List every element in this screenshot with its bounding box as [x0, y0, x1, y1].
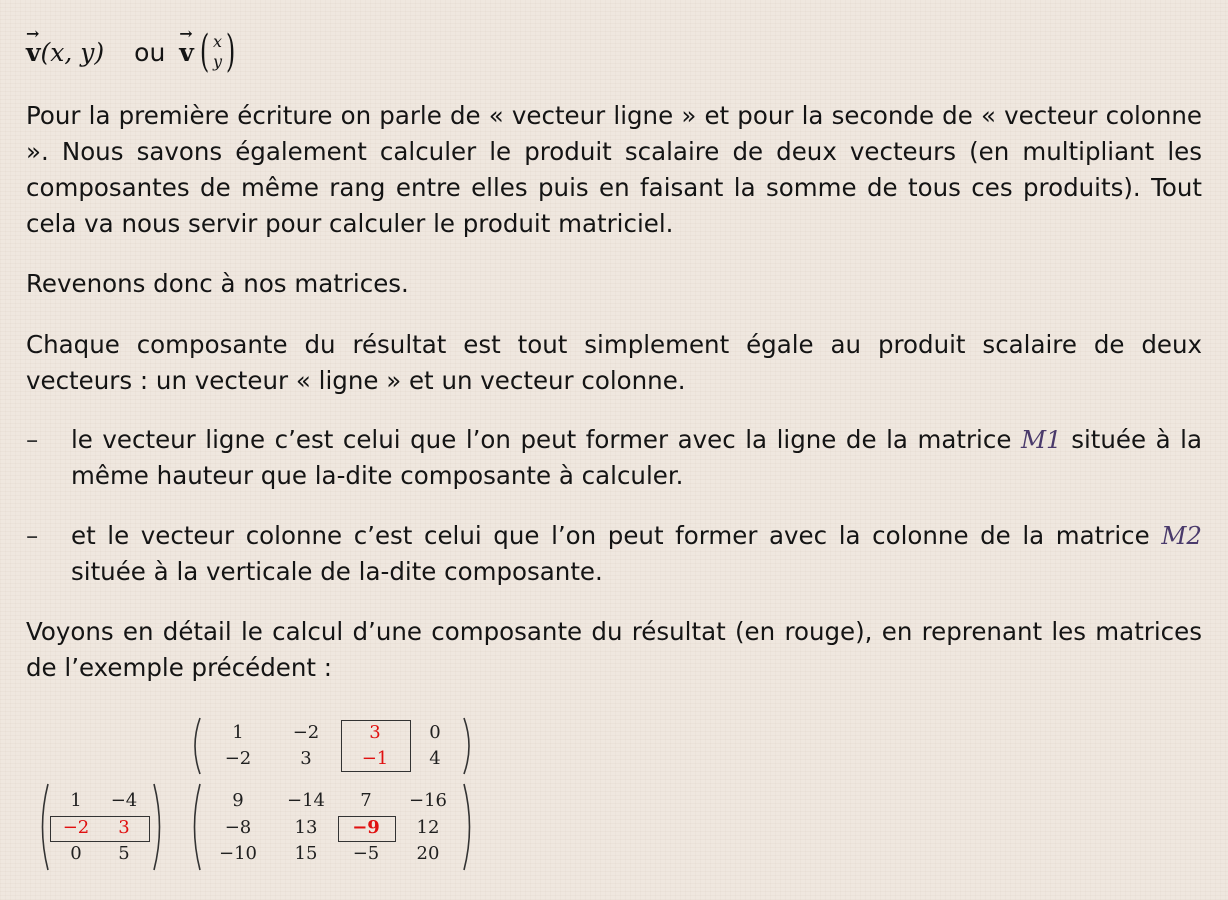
left-paren: ( [199, 26, 210, 77]
result-cell: 9 [232, 790, 244, 811]
m2-cell: 1 [232, 722, 244, 743]
result-cell: −16 [409, 790, 447, 811]
matrix-name-m2: M2 [1161, 521, 1202, 550]
list-item-text: le vecteur ligne c’est celui que l’on peut former avec la ligne de la matrice M1 située à la même hauteur que la-dite composante à calculer. [71, 425, 1202, 490]
result-cell: −14 [287, 790, 325, 811]
m2-cell: 0 [429, 722, 441, 743]
matrix-name-m1: M1 [1020, 425, 1062, 454]
vector-v-row-args: (x, y) [40, 37, 105, 67]
m1-cell: −4 [110, 790, 138, 811]
list-dash: – [26, 425, 39, 454]
list-item-column-vector [26, 518, 1202, 590]
m1-cell: 5 [118, 843, 130, 864]
m2-cell-highlighted: −1 [361, 748, 389, 769]
matrix-m1 [36, 782, 168, 872]
m1-cell-highlighted: 3 [118, 817, 130, 838]
right-paren: ) [225, 26, 236, 77]
result-cell: −8 [224, 817, 252, 838]
list-item-row-vector [26, 422, 1202, 494]
m1-cell-highlighted: −2 [62, 817, 90, 838]
m1-cell: 0 [70, 843, 82, 864]
paragraph-component-definition: Chaque composante du résultat est tout simplement égale au produit scalaire de deux vecteurs : un vecteur « ligne » et un vecteur colonne. [26, 330, 1202, 395]
list-dash: – [26, 521, 39, 550]
m2-cell: −2 [292, 722, 320, 743]
m1-cell: 1 [70, 790, 82, 811]
column-vector-notation [196, 26, 239, 77]
vector-notation-formula [26, 24, 239, 80]
matrix-result-left-paren [188, 782, 202, 872]
vector-v-symbol-2: → v [179, 38, 194, 67]
result-cell: 13 [294, 817, 318, 838]
paragraph-closing: Voyons en détail le calcul d’une composante du résultat (en rouge), en reprenant les matrices de l’exemple précédent : [26, 617, 1202, 682]
result-cell: −10 [219, 843, 257, 864]
m2-cell: 4 [429, 748, 441, 769]
result-cell: 7 [360, 790, 372, 811]
result-cell: 20 [416, 843, 440, 864]
column-vector-y: y [213, 52, 223, 71]
m2-cell: −2 [224, 748, 252, 769]
result-cell-highlighted: −9 [352, 817, 380, 838]
result-cell: 15 [294, 843, 318, 864]
formula-or-word: ou [134, 37, 166, 67]
vector-v-symbol: → v [26, 38, 41, 67]
list-item-text: et le vecteur colonne c’est celui que l’on peut former avec la colonne de la matrice M2 située à la verticale de la-dite composante. [71, 521, 1202, 586]
paragraph-back-to-matrices: Revenons donc à nos matrices. [26, 269, 409, 298]
matrix-result-right-paren [462, 782, 476, 872]
m2-cell-highlighted: 3 [369, 722, 381, 743]
matrix-m2-left-paren [188, 716, 202, 776]
column-vector-x: x [213, 32, 223, 51]
matrix-m1-right-paren [152, 782, 166, 872]
matrix-result [188, 782, 478, 872]
matrix-m2 [188, 716, 478, 776]
m2-cell: 3 [300, 748, 312, 769]
result-cell: −5 [352, 843, 380, 864]
paragraph-vector-writing: Pour la première écriture on parle de « vecteur ligne » et pour la seconde de « vecteur colonne ». Nous savons également calculer le produit scalaire de deux vecteurs (en multipliant les composantes de même rang entre elles puis en faisant la somme de tous ces produits). Tout cela va nous servir pour calculer le produit matriciel. [26, 101, 1202, 238]
result-cell: 12 [416, 817, 440, 838]
